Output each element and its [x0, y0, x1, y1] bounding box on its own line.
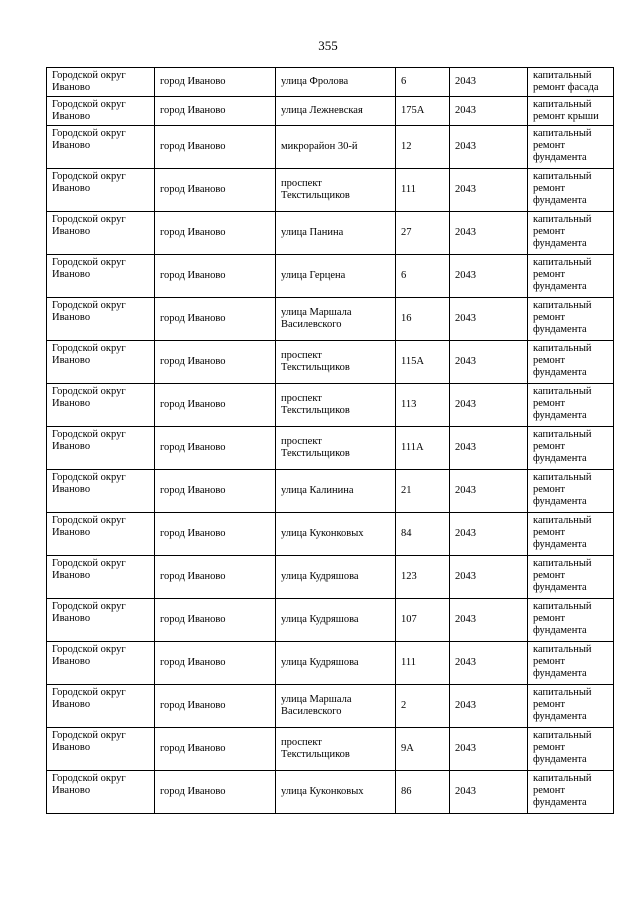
work-type-cell: капитальный ремонт фундамента	[528, 384, 614, 427]
district-cell: Городской округ Иваново	[47, 470, 155, 513]
year-cell: 2043	[450, 384, 528, 427]
house-cell: 111	[396, 642, 450, 685]
work-type-cell: капитальный ремонт фундамента	[528, 212, 614, 255]
year-cell: 2043	[450, 771, 528, 814]
table-row	[47, 427, 614, 470]
house-cell: 111А	[396, 427, 450, 470]
city-cell: город Иваново	[155, 642, 276, 685]
page-number: 355	[318, 38, 338, 53]
district-cell: Городской округ Иваново	[47, 599, 155, 642]
street-cell: улица Фролова	[276, 68, 396, 97]
house-cell: 9А	[396, 728, 450, 771]
house-cell: 113	[396, 384, 450, 427]
house-cell: 84	[396, 513, 450, 556]
street-cell: улица Лежневская	[276, 97, 396, 126]
year-cell: 2043	[450, 126, 528, 169]
work-type-cell: капитальный ремонт фундамента	[528, 771, 614, 814]
district-cell: Городской округ Иваново	[47, 212, 155, 255]
work-type-cell: капитальный ремонт фундамента	[528, 556, 614, 599]
work-type-cell: капитальный ремонт фасада	[528, 68, 614, 97]
street-cell: улица Герцена	[276, 255, 396, 298]
city-cell: город Иваново	[155, 68, 276, 97]
district-cell: Городской округ Иваново	[47, 298, 155, 341]
work-type-cell: капитальный ремонт фундамента	[528, 685, 614, 728]
city-cell: город Иваново	[155, 298, 276, 341]
district-cell: Городской округ Иваново	[47, 169, 155, 212]
work-type-cell: капитальный ремонт фундамента	[528, 427, 614, 470]
city-cell: город Иваново	[155, 126, 276, 169]
year-cell: 2043	[450, 556, 528, 599]
year-cell: 2043	[450, 97, 528, 126]
house-cell: 6	[396, 68, 450, 97]
city-cell: город Иваново	[155, 212, 276, 255]
city-cell: город Иваново	[155, 685, 276, 728]
street-cell: улица Маршала Василевского	[276, 298, 396, 341]
table-row	[47, 685, 614, 728]
city-cell: город Иваново	[155, 427, 276, 470]
year-cell: 2043	[450, 427, 528, 470]
house-cell: 86	[396, 771, 450, 814]
street-cell: улица Кудряшова	[276, 599, 396, 642]
street-cell: улица Куконковых	[276, 513, 396, 556]
street-cell: проспект Текстильщиков	[276, 728, 396, 771]
table-row	[47, 68, 614, 97]
city-cell: город Иваново	[155, 728, 276, 771]
table-body	[47, 68, 614, 814]
work-type-cell: капитальный ремонт фундамента	[528, 470, 614, 513]
street-cell: проспект Текстильщиков	[276, 169, 396, 212]
work-type-cell: капитальный ремонт фундамента	[528, 298, 614, 341]
city-cell: город Иваново	[155, 384, 276, 427]
year-cell: 2043	[450, 169, 528, 212]
work-type-cell: капитальный ремонт фундамента	[528, 642, 614, 685]
district-cell: Городской округ Иваново	[47, 384, 155, 427]
table-row	[47, 212, 614, 255]
house-cell: 16	[396, 298, 450, 341]
house-cell: 115А	[396, 341, 450, 384]
table-row	[47, 126, 614, 169]
year-cell: 2043	[450, 470, 528, 513]
street-cell: улица Калинина	[276, 470, 396, 513]
table-row	[47, 642, 614, 685]
street-cell: проспект Текстильщиков	[276, 341, 396, 384]
district-cell: Городской округ Иваново	[47, 427, 155, 470]
city-cell: город Иваново	[155, 97, 276, 126]
district-cell: Городской округ Иваново	[47, 68, 155, 97]
year-cell: 2043	[450, 513, 528, 556]
district-cell: Городской округ Иваново	[47, 97, 155, 126]
street-cell: улица Кудряшова	[276, 642, 396, 685]
table-row	[47, 341, 614, 384]
table-row	[47, 771, 614, 814]
house-cell: 27	[396, 212, 450, 255]
district-cell: Городской округ Иваново	[47, 728, 155, 771]
district-cell: Городской округ Иваново	[47, 685, 155, 728]
house-cell: 123	[396, 556, 450, 599]
city-cell: город Иваново	[155, 599, 276, 642]
work-type-cell: капитальный ремонт фундамента	[528, 169, 614, 212]
work-type-cell: капитальный ремонт фундамента	[528, 728, 614, 771]
table-row	[47, 556, 614, 599]
repair-schedule-table	[46, 67, 614, 814]
district-cell: Городской округ Иваново	[47, 556, 155, 599]
city-cell: город Иваново	[155, 513, 276, 556]
work-type-cell: капитальный ремонт фундамента	[528, 126, 614, 169]
district-cell: Городской округ Иваново	[47, 771, 155, 814]
house-cell: 2	[396, 685, 450, 728]
house-cell: 107	[396, 599, 450, 642]
district-cell: Городской округ Иваново	[47, 126, 155, 169]
year-cell: 2043	[450, 212, 528, 255]
street-cell: улица Панина	[276, 212, 396, 255]
city-cell: город Иваново	[155, 470, 276, 513]
work-type-cell: капитальный ремонт фундамента	[528, 599, 614, 642]
year-cell: 2043	[450, 68, 528, 97]
table-row	[47, 470, 614, 513]
year-cell: 2043	[450, 298, 528, 341]
table-row	[47, 255, 614, 298]
district-cell: Городской округ Иваново	[47, 513, 155, 556]
table-row	[47, 169, 614, 212]
house-cell: 111	[396, 169, 450, 212]
table-row	[47, 599, 614, 642]
city-cell: город Иваново	[155, 341, 276, 384]
work-type-cell: капитальный ремонт фундамента	[528, 255, 614, 298]
year-cell: 2043	[450, 728, 528, 771]
street-cell: проспект Текстильщиков	[276, 384, 396, 427]
table-row	[47, 513, 614, 556]
city-cell: город Иваново	[155, 169, 276, 212]
house-cell: 12	[396, 126, 450, 169]
work-type-cell: капитальный ремонт фундамента	[528, 513, 614, 556]
table-row	[47, 298, 614, 341]
year-cell: 2043	[450, 685, 528, 728]
street-cell: улица Кудряшова	[276, 556, 396, 599]
table-row	[47, 384, 614, 427]
street-cell: улица Куконковых	[276, 771, 396, 814]
city-cell: город Иваново	[155, 771, 276, 814]
district-cell: Городской округ Иваново	[47, 341, 155, 384]
table-row	[47, 97, 614, 126]
house-cell: 175А	[396, 97, 450, 126]
district-cell: Городской округ Иваново	[47, 642, 155, 685]
city-cell: город Иваново	[155, 255, 276, 298]
work-type-cell: капитальный ремонт крыши	[528, 97, 614, 126]
year-cell: 2043	[450, 255, 528, 298]
year-cell: 2043	[450, 599, 528, 642]
house-cell: 21	[396, 470, 450, 513]
work-type-cell: капитальный ремонт фундамента	[528, 341, 614, 384]
street-cell: микрорайон 30-й	[276, 126, 396, 169]
year-cell: 2043	[450, 642, 528, 685]
year-cell: 2043	[450, 341, 528, 384]
city-cell: город Иваново	[155, 556, 276, 599]
street-cell: улица Маршала Василевского	[276, 685, 396, 728]
district-cell: Городской округ Иваново	[47, 255, 155, 298]
table-row	[47, 728, 614, 771]
house-cell: 6	[396, 255, 450, 298]
street-cell: проспект Текстильщиков	[276, 427, 396, 470]
